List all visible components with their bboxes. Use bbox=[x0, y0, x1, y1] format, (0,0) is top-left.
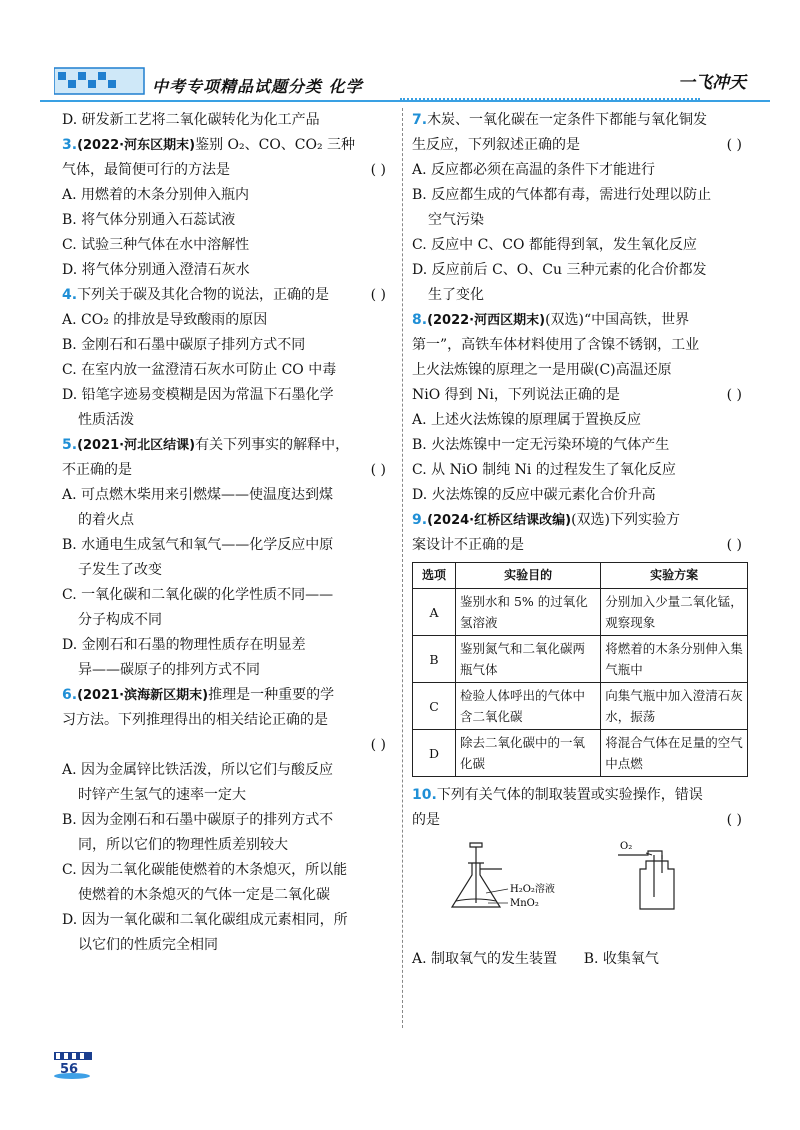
table-cell: D bbox=[413, 730, 456, 777]
option-d: D. 反应前后 C、O、Cu 三种元素的化合价都发 bbox=[412, 262, 707, 278]
question-stem: 习方法。下列推理得出的相关结论正确的是 bbox=[62, 712, 328, 728]
page-number: 56 bbox=[60, 1062, 79, 1077]
header-title: 中考专项精品试题分类 化学 bbox=[152, 77, 363, 96]
fig-b-label-o2: O₂ bbox=[620, 841, 633, 852]
option-c: C. 反应中 C、CO 都能得到氧，发生氧化反应 bbox=[412, 237, 697, 253]
table-cell: 分别加入少量二氧化锰，观察现象 bbox=[601, 589, 748, 636]
page-header bbox=[40, 58, 770, 102]
table-header: 实验方案 bbox=[601, 563, 748, 589]
option-b: B. 将气体分别通入石蕊试液 bbox=[62, 212, 236, 228]
option-c-cont: 分子构成不同 bbox=[78, 612, 162, 628]
question-number: 4. bbox=[62, 287, 78, 303]
option-a-cont: 的着火点 bbox=[78, 512, 134, 528]
answer-blank: ( ) bbox=[726, 137, 742, 153]
question-source: (2021·滨海新区期末) bbox=[77, 688, 209, 703]
option-d: D. 火法炼镍的反应中碳元素化合价升高 bbox=[412, 487, 656, 503]
option-b: B. 金刚石和石墨中碳原子排列方式不同 bbox=[62, 337, 306, 353]
experiment-table bbox=[412, 562, 748, 777]
question-stem: 有关下列事实的解释中， bbox=[195, 437, 350, 453]
question-source: (2022·河西区期末) bbox=[427, 313, 546, 328]
question-stem: 气体，最简便可行的方法是 bbox=[62, 162, 230, 178]
table-cell: B bbox=[413, 636, 456, 683]
question-stem: 鉴别 O₂、CO、CO₂ 三种 bbox=[195, 137, 356, 153]
table-cell: C bbox=[413, 683, 456, 730]
option-a-cont: 时锌产生氢气的速率一定大 bbox=[78, 787, 246, 803]
question-number: 6. bbox=[62, 687, 78, 703]
question-source: (2024·红桥区结课改编) bbox=[427, 513, 572, 528]
caption-a: A. 制取氧气的发生装置 bbox=[412, 951, 558, 967]
gas-bottle-icon bbox=[612, 837, 712, 917]
question-3 bbox=[62, 133, 392, 283]
question-stem: 推理是一种重要的学 bbox=[208, 687, 335, 703]
question-stem: 第一”，高铁车体材料使用了含镍不锈钢，工业 bbox=[412, 337, 700, 353]
option-b: B. 火法炼镍中一定无污染环境的气体产生 bbox=[412, 437, 670, 453]
question-stem: 生反应，下列叙述正确的是 bbox=[412, 137, 580, 153]
answer-blank: ( ) bbox=[370, 737, 386, 753]
question-source: (2021·河北区结课) bbox=[77, 438, 196, 453]
answer-blank: ( ) bbox=[370, 287, 386, 303]
fig-a-label-h2o2: H₂O₂溶液 bbox=[510, 884, 555, 895]
column-divider bbox=[402, 108, 403, 1028]
question-stem: NiO 得到 Ni，下列说法正确的是 bbox=[412, 387, 620, 403]
table-cell: 鉴别水和 5% 的过氧化氢溶液 bbox=[456, 589, 601, 636]
question-5 bbox=[62, 433, 392, 683]
table-cell: 鉴别氮气和二氧化碳两瓶气体 bbox=[456, 636, 601, 683]
option-d: D. 金刚石和石墨的物理性质存在明显差 bbox=[62, 637, 306, 653]
question-number: 8. bbox=[412, 312, 428, 328]
table-header-row bbox=[413, 563, 748, 589]
option-c-cont: 使燃着的木条熄灭的气体一定是二氧化碳 bbox=[78, 887, 330, 903]
option-b-cont: 子发生了改变 bbox=[78, 562, 162, 578]
option-a: A. CO₂ 的排放是导致酸雨的原因 bbox=[62, 312, 268, 328]
option-b: B. 水通电生成氢气和氧气——化学反应中原 bbox=[62, 537, 334, 553]
table-cell: 除去二氧化碳中的一氧化碳 bbox=[456, 730, 601, 777]
answer-blank: ( ) bbox=[726, 537, 742, 553]
header-logo-icon bbox=[54, 66, 154, 96]
flask-apparatus-icon bbox=[432, 837, 592, 917]
table-cell: 将燃着的木条分别伸入集气瓶中 bbox=[601, 636, 748, 683]
option-c: C. 从 NiO 制纯 Ni 的过程发生了氧化反应 bbox=[412, 462, 676, 478]
option-d: D. 因为一氧化碳和二氧化碳组成元素相同，所 bbox=[62, 912, 348, 928]
question-stem: 的是 bbox=[412, 812, 440, 828]
answer-blank: ( ) bbox=[726, 387, 742, 403]
table-cell: A bbox=[413, 589, 456, 636]
right-column bbox=[412, 108, 748, 972]
option-c: C. 在室内放一盆澄清石灰水可防止 CO 中毒 bbox=[62, 362, 337, 378]
question-stem: 下列关于碳及其化合物的说法，正确的是 bbox=[77, 287, 330, 303]
table-cell: 检验人体呼出的气体中含二氧化碳 bbox=[456, 683, 601, 730]
question-stem: 案设计不正确的是 bbox=[412, 537, 524, 553]
option-b-cont: 同，所以它们的物理性质差别较大 bbox=[78, 837, 288, 853]
table-cell: 将混合气体在足量的空气中点燃 bbox=[601, 730, 748, 777]
option-d: D. 铅笔字迹易变模糊是因为常温下石墨化学 bbox=[62, 387, 334, 403]
caption-b: B. 收集氧气 bbox=[583, 951, 659, 967]
option-a: A. 用燃着的木条分别伸入瓶内 bbox=[62, 187, 250, 203]
question-stem: 木炭、一氧化碳在一定条件下都能与氧化铜发 bbox=[427, 112, 708, 128]
option-b-cont: 空气污染 bbox=[428, 212, 484, 228]
table-row bbox=[413, 636, 748, 683]
table-row bbox=[413, 730, 748, 777]
question-number: 3. bbox=[62, 137, 78, 153]
table-cell: 向集气瓶中加入澄清石灰水，振荡 bbox=[601, 683, 748, 730]
answer-blank: ( ) bbox=[370, 462, 386, 478]
option-d-cont: 生了变化 bbox=[428, 287, 484, 303]
question-6 bbox=[62, 683, 392, 958]
question-number: 5. bbox=[62, 437, 78, 453]
option-c: C. 一氧化碳和二氧化碳的化学性质不同—— bbox=[62, 587, 334, 603]
fig-a-label-mno2: MnO₂ bbox=[510, 898, 539, 909]
question-7 bbox=[412, 108, 748, 308]
question-number: 9. bbox=[412, 512, 428, 528]
option-a: A. 上述火法炼镍的原理属于置换反应 bbox=[412, 412, 642, 428]
question-4 bbox=[62, 283, 392, 433]
option-d: D. 将气体分别通入澄清石灰水 bbox=[62, 262, 250, 278]
question-stem: (双选)下列实验方 bbox=[571, 512, 681, 528]
table-row bbox=[413, 589, 748, 636]
question-source: (2022·河东区期末) bbox=[77, 138, 196, 153]
option-a: A. 因为金属锌比铁活泼，所以它们与酸反应 bbox=[62, 762, 334, 778]
option-b: B. 反应都生成的气体都有毒，需进行处理以防止 bbox=[412, 187, 712, 203]
question-stem: 不正确的是 bbox=[62, 462, 132, 478]
option-c: C. 试验三种气体在水中溶解性 bbox=[62, 237, 250, 253]
question-stem: 上火法炼镍的原理之一是用碳(C)高温还原 bbox=[412, 362, 672, 378]
option-a: A. 可点燃木柴用来引燃煤——使温度达到煤 bbox=[62, 487, 334, 503]
answer-blank: ( ) bbox=[726, 812, 742, 828]
option-d-cont: 异——碳原子的排列方式不同 bbox=[78, 662, 260, 678]
left-column bbox=[62, 108, 392, 958]
option-b: B. 因为金刚石和石墨中碳原子的排列方式不 bbox=[62, 812, 334, 828]
q2-option-d: D. 研发新工艺将二氧化碳转化为化工产品 bbox=[62, 112, 320, 128]
question-8 bbox=[412, 308, 748, 508]
option-a: A. 反应都必须在高温的条件下才能进行 bbox=[412, 162, 656, 178]
question-number: 10. bbox=[412, 787, 437, 803]
question-9 bbox=[412, 508, 748, 777]
option-c: C. 因为二氧化碳能使燃着的木条熄灭，所以能 bbox=[62, 862, 348, 878]
header-rule bbox=[40, 100, 770, 102]
header-brand: 一飞冲天 bbox=[678, 73, 746, 93]
apparatus-figures bbox=[412, 837, 748, 947]
table-row bbox=[413, 683, 748, 730]
question-stem: (双选)“中国高铁，世界 bbox=[545, 312, 690, 328]
question-number: 7. bbox=[412, 112, 428, 128]
answer-blank: ( ) bbox=[370, 162, 386, 178]
option-d-cont: 性质活泼 bbox=[78, 412, 134, 428]
question-stem: 下列有关气体的制取装置或实验操作，错误 bbox=[436, 787, 703, 803]
question-10 bbox=[412, 783, 748, 972]
table-header: 实验目的 bbox=[456, 563, 601, 589]
table-header: 选项 bbox=[413, 563, 456, 589]
option-d-cont: 以它们的性质完全相同 bbox=[78, 937, 218, 953]
